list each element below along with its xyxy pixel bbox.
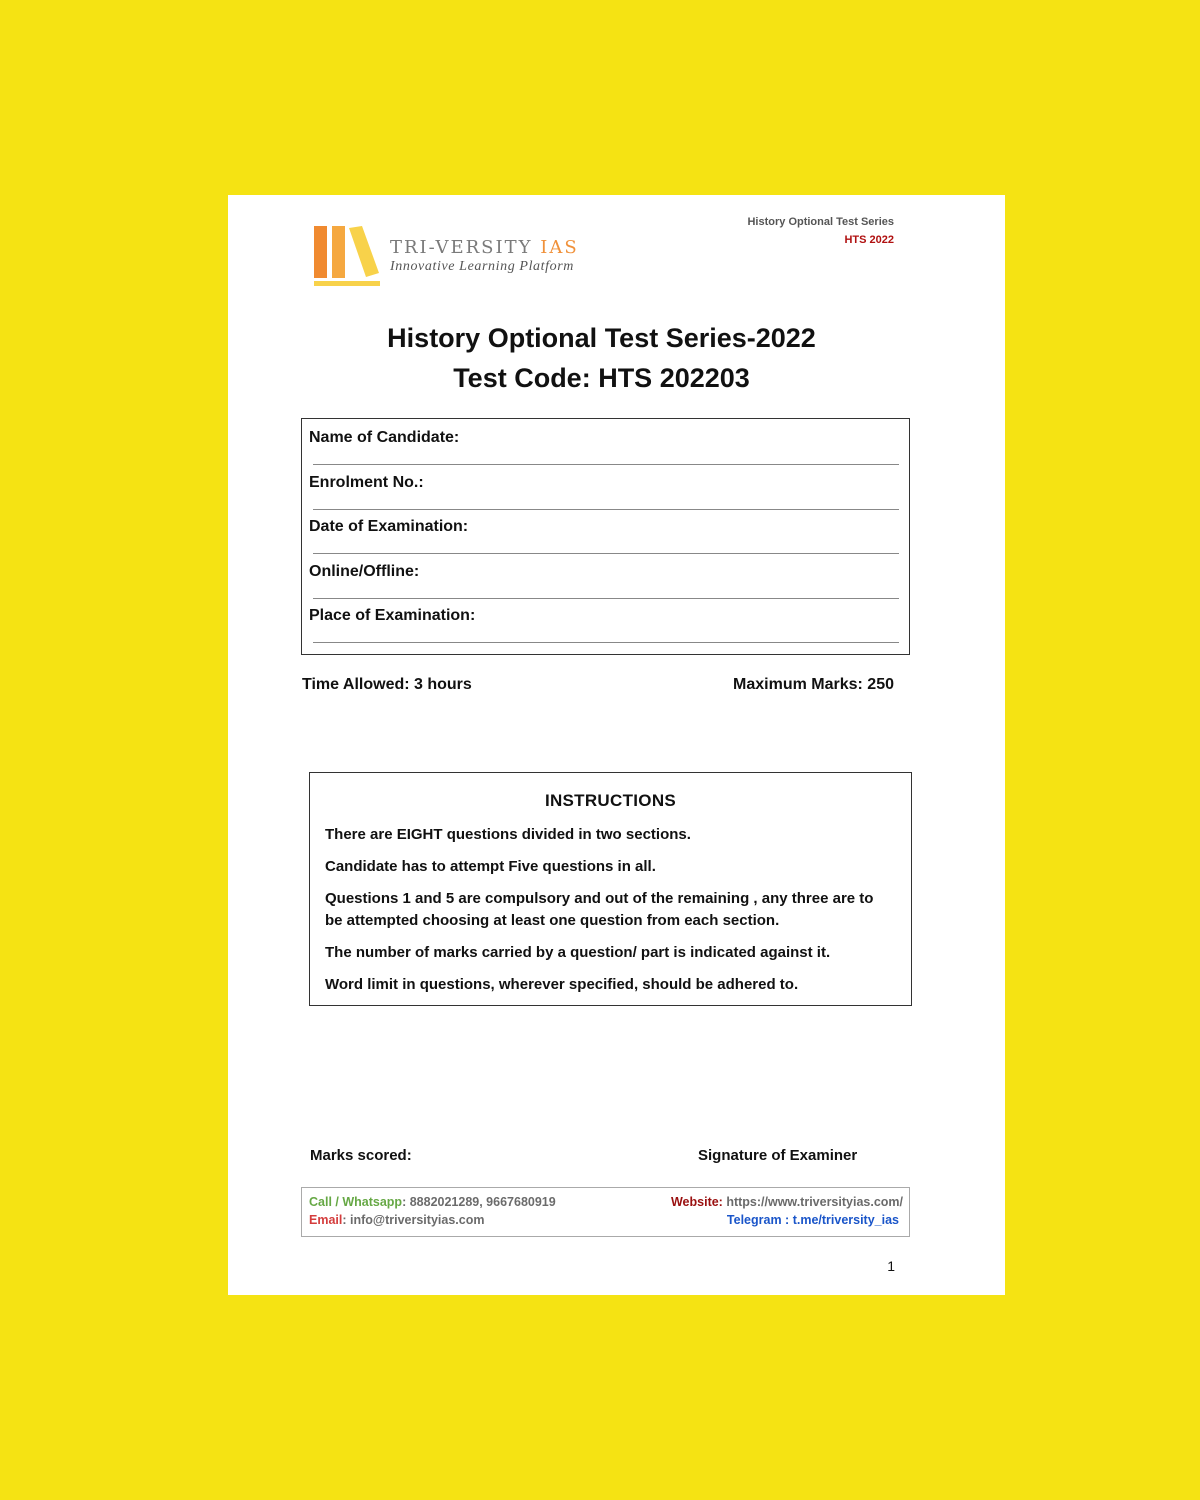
logo-book-1 — [314, 226, 327, 278]
logo-book-3 — [349, 226, 379, 277]
brand-tagline: Innovative Learning Platform — [390, 259, 574, 274]
page-number: 1 — [887, 1258, 895, 1274]
logo-book-2 — [332, 226, 345, 278]
brand-name-main: TRI-VERSITY — [390, 237, 533, 258]
exam-place-label: Place of Examination: — [309, 607, 476, 624]
candidate-name-row[interactable] — [302, 419, 909, 463]
website-line — [671, 1195, 903, 1209]
time-allowed: Time Allowed: 3 hours — [302, 676, 472, 693]
instructions-box — [309, 772, 912, 1006]
telegram-label: Telegram : — [726, 1213, 793, 1227]
exam-place-line — [313, 642, 899, 643]
page-title: History Optional Test Series-2022 — [387, 323, 816, 353]
exam-date-row[interactable] — [302, 508, 909, 552]
examiner-signature-label: Signature of Examiner — [698, 1147, 858, 1164]
call-label: Call / Whatsapp — [309, 1195, 403, 1209]
candidate-details-box — [301, 418, 910, 655]
website-link[interactable]: https://www.triversityias.com/ — [722, 1195, 903, 1209]
enrolment-no-label: Enrolment No.: — [309, 473, 424, 491]
brand-name — [390, 237, 579, 258]
logo-base — [314, 281, 380, 286]
enrolment-no-row[interactable] — [302, 464, 909, 508]
maximum-marks: Maximum Marks: 250 — [733, 676, 894, 693]
telegram-link[interactable]: t.me/triversity_ias — [792, 1213, 899, 1227]
document-page — [228, 195, 1005, 1295]
contact-box — [301, 1187, 910, 1237]
mode-row[interactable] — [302, 553, 909, 597]
candidate-name-label: Name of Candidate: — [309, 429, 460, 446]
instruction-item: The number of marks carried by a question/ part is indicated against it. — [325, 944, 831, 961]
instruction-item: There are EIGHT questions divided in two sections. — [325, 826, 691, 843]
telegram-line — [727, 1213, 899, 1227]
email-value[interactable]: : info@triversityias.com — [342, 1213, 485, 1227]
mode-label: Online/Offline: — [309, 562, 420, 580]
header-series-code: HTS 2022 — [844, 234, 894, 246]
email-line — [309, 1213, 484, 1227]
exam-date-label: Date of Examination: — [309, 518, 469, 535]
marks-scored-label: Marks scored: — [310, 1147, 412, 1164]
instruction-item: Word limit in questions, wherever specified, should be adhered to. — [325, 976, 799, 993]
call-value[interactable]: : 8882021289, 9667680919 — [402, 1195, 556, 1209]
test-code-title: Test Code: HTS 202203 — [453, 363, 750, 393]
instruction-item: Questions 1 and 5 are compulsory and out of the remaining , any three are to be attempted choosing at least one question from each section. — [325, 890, 874, 929]
header-series-label: History Optional Test Series — [747, 216, 894, 228]
call-line — [309, 1195, 556, 1209]
brand-name-suffix: IAS — [540, 237, 579, 258]
email-label: Email — [309, 1213, 343, 1227]
exam-place-row[interactable] — [302, 597, 909, 641]
books-logo-icon — [313, 223, 383, 287]
instructions-heading: INSTRUCTIONS — [544, 791, 677, 810]
website-label: Website: — [670, 1195, 723, 1209]
instruction-item: Candidate has to attempt Five questions in all. — [325, 858, 656, 875]
